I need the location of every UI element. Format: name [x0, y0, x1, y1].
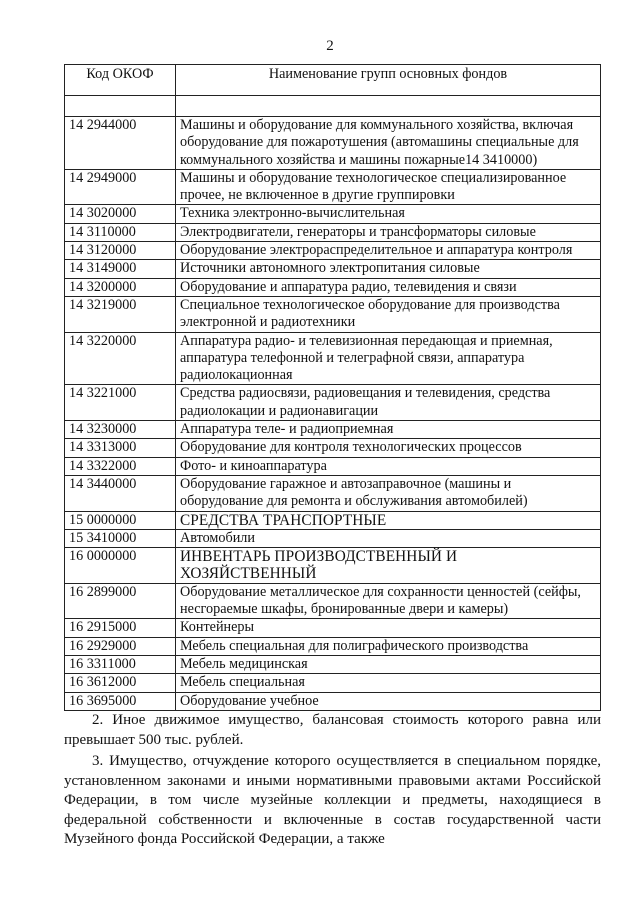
fund-group-name-cell: Оборудование учебное [176, 692, 601, 710]
okof-code-cell: 16 2929000 [65, 637, 176, 655]
fund-group-name-cell: Автомобили [176, 529, 601, 547]
okof-code-cell: 14 3220000 [65, 332, 176, 385]
table-row [65, 655, 601, 673]
okof-code-cell: 14 3120000 [65, 242, 176, 260]
fund-group-name-cell: Контейнеры [176, 619, 601, 637]
fund-group-name-cell: Аппаратура теле- и радиоприемная [176, 421, 601, 439]
table-spacer-row [65, 96, 601, 117]
fund-group-name-cell: ИНВЕНТАРЬ ПРОИЗВОДСТВЕННЫЙ И ХОЗЯЙСТВЕННЫЙ [176, 548, 601, 584]
table-row [65, 205, 601, 223]
table-row [65, 619, 601, 637]
table-row [65, 169, 601, 205]
table-row [65, 260, 601, 278]
table-row [65, 637, 601, 655]
table-row [65, 385, 601, 421]
okof-code-cell: 14 3230000 [65, 421, 176, 439]
fund-group-name-cell: Оборудование металлическое для сохранности ценностей (сейфы, несгораемые шкафы, бронированные двери и камеры) [176, 583, 601, 619]
okof-code-cell: 14 2944000 [65, 117, 176, 170]
paragraph-item-3: 3. Имущество, отчуждение которого осуществляется в специальном порядке, установленном законами и иными нормативными правовыми актами Российской Федерации, в том числе музейные коллекции и предметы, находящиеся в федеральной собственности и включенные в состав государственной части Музейного фонда Российской Федерации, а также [64, 753, 601, 848]
table-row [65, 529, 601, 547]
table-header-row [65, 65, 601, 96]
okof-code-cell: 14 3110000 [65, 223, 176, 241]
okof-code-cell: 14 3020000 [65, 205, 176, 223]
okof-code-cell: 16 3695000 [65, 692, 176, 710]
fund-group-name-cell: Фото- и киноаппаратура [176, 457, 601, 475]
table-row [65, 332, 601, 385]
okof-code-cell: 16 2915000 [65, 619, 176, 637]
table-row [65, 548, 601, 584]
table-row [65, 674, 601, 692]
table-row [65, 296, 601, 332]
fund-group-name-cell: Оборудование для контроля технологических процессов [176, 439, 601, 457]
okof-code-cell: 16 3311000 [65, 655, 176, 673]
fund-group-name-cell: Машины и оборудование для коммунального хозяйства, включая оборудование для пожаротушения (автомашины специальные для коммунального хозяйства и машины пожарные14 3410000) [176, 117, 601, 170]
okof-code-cell: 16 2899000 [65, 583, 176, 619]
table-row [65, 692, 601, 710]
okof-code-cell: 14 3219000 [65, 296, 176, 332]
fund-group-name-cell: Мебель специальная для полиграфического производства [176, 637, 601, 655]
fund-group-name-cell: Специальное технологическое оборудование для производства электронной и радиотехники [176, 296, 601, 332]
okof-code-cell: 14 3313000 [65, 439, 176, 457]
header-code: Код ОКОФ [65, 65, 176, 96]
okof-code-cell: 14 3322000 [65, 457, 176, 475]
table-row [65, 457, 601, 475]
fund-group-name-cell: Техника электронно-вычислительная [176, 205, 601, 223]
table-row [65, 278, 601, 296]
fund-group-name-cell: Аппаратура радио- и телевизионная передающая и приемная, аппаратура телефонной и телеграфной связи, аппаратура радиолокационная [176, 332, 601, 385]
paragraph-item-2: 2. Иное движимое имущество, балансовая стоимость которого равна или превышает 500 тыс. рублей. [64, 712, 601, 748]
okof-code-cell: 14 3149000 [65, 260, 176, 278]
table-body [65, 96, 601, 711]
fund-group-name-cell: Машины и оборудование технологическое специализированное прочее, не включенное в другие группировки [176, 169, 601, 205]
okof-code-cell: 14 3221000 [65, 385, 176, 421]
table-row [65, 421, 601, 439]
fund-group-name-cell: Мебель медицинская [176, 655, 601, 673]
fund-group-name-cell: Электродвигатели, генераторы и трансформаторы силовые [176, 223, 601, 241]
table-row [65, 511, 601, 529]
table-row [65, 583, 601, 619]
okof-code-cell: 16 0000000 [65, 548, 176, 584]
okof-code-cell: 14 2949000 [65, 169, 176, 205]
fund-group-name-cell: Средства радиосвязи, радиовещания и телевидения, средства радиолокации и радионавигации [176, 385, 601, 421]
okof-code-cell: 14 3440000 [65, 475, 176, 511]
spacer-cell [176, 96, 601, 117]
fund-group-name-cell: Оборудование электрораспределительное и аппаратура контроля [176, 242, 601, 260]
fund-group-name-cell: Источники автономного электропитания силовые [176, 260, 601, 278]
fund-group-name-cell: Оборудование и аппаратура радио, телевидения и связи [176, 278, 601, 296]
fund-group-name-cell: СРЕДСТВА ТРАНСПОРТНЫЕ [176, 511, 601, 529]
fund-group-name-cell: Мебель специальная [176, 674, 601, 692]
table-row [65, 117, 601, 170]
okof-code-cell: 14 3200000 [65, 278, 176, 296]
okof-table [64, 64, 601, 711]
okof-code-cell: 15 0000000 [65, 511, 176, 529]
header-name: Наименование групп основных фондов [176, 65, 601, 96]
table-row [65, 475, 601, 511]
table-row [65, 242, 601, 260]
table-row [65, 223, 601, 241]
fund-group-name-cell: Оборудование гаражное и автозаправочное (машины и оборудование для ремонта и обслуживания автомобилей) [176, 475, 601, 511]
table-row [65, 439, 601, 457]
page-number: 2 [326, 38, 334, 54]
spacer-cell [65, 96, 176, 117]
okof-code-cell: 16 3612000 [65, 674, 176, 692]
okof-code-cell: 15 3410000 [65, 529, 176, 547]
